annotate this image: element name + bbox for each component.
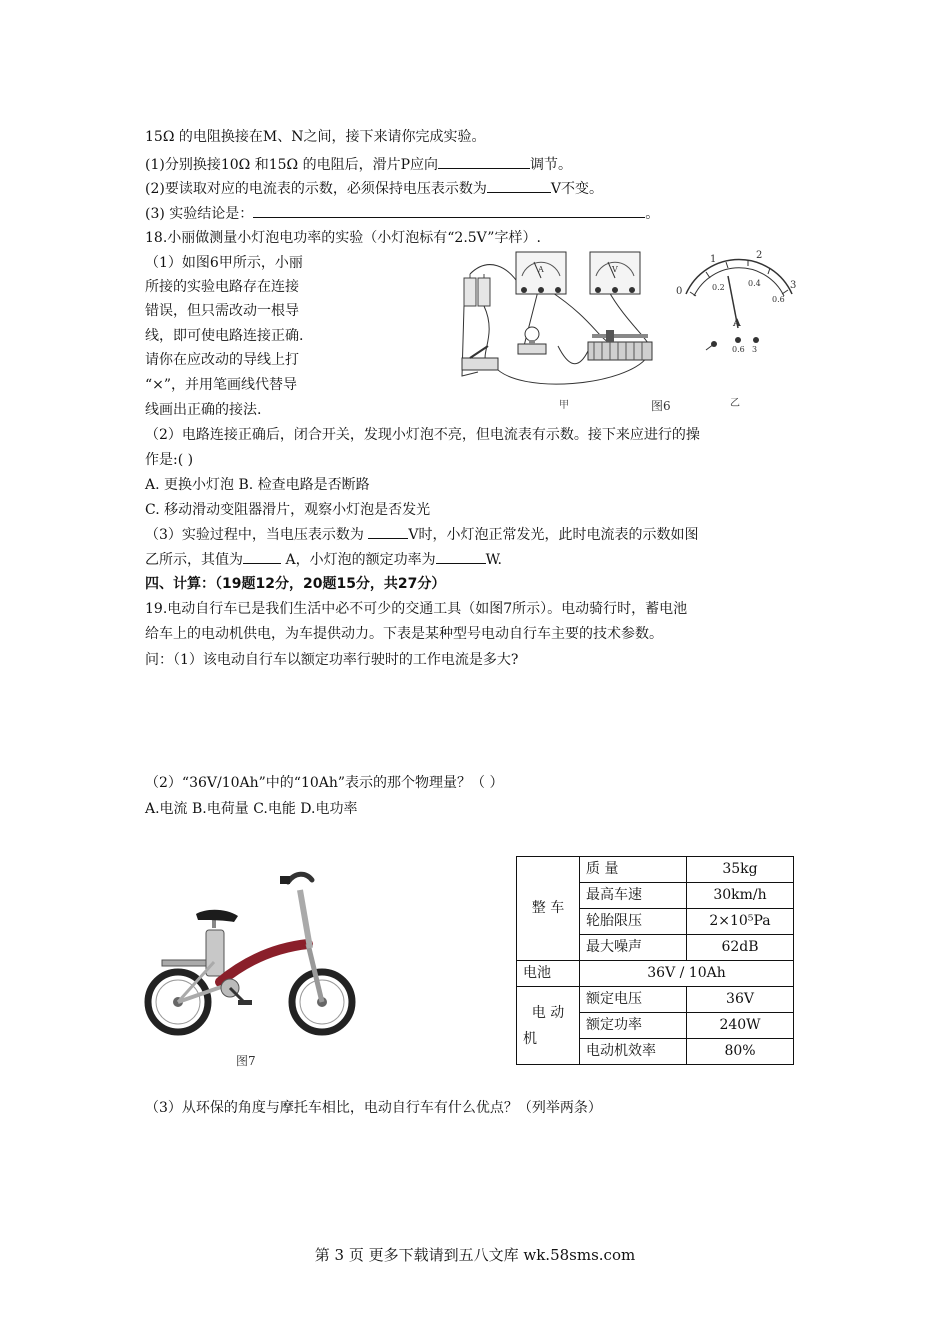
- answer-blank[interactable]: [253, 203, 645, 218]
- dial-tick-label: 3: [790, 280, 797, 291]
- table-cell-value: 240W: [687, 1013, 794, 1039]
- question-18-title: 18.小丽做测量小灯泡电功率的实验（小灯泡标有“2.5V”字样）.: [145, 230, 541, 246]
- q19-line: 19.电动自行车已是我们生活中必不可少的交通工具（如图7所示）。电动骑行时，蓄电池: [145, 601, 688, 617]
- text-line: [145, 203, 659, 224]
- text-segment: (3) 实验结论是：: [145, 206, 254, 222]
- text-segment: （3）实验过程中，当电压表示数为: [145, 527, 364, 543]
- q19-line: 给车上的电动机供电，为车提供动力。下表是某种型号电动自行车主要的技术参数。: [145, 626, 663, 642]
- table-cell-name: 额定电压: [580, 987, 687, 1013]
- text-line: [145, 178, 603, 199]
- table-cell-value: 30km/h: [687, 883, 794, 909]
- text-segment: 调节。: [530, 157, 572, 173]
- q18-option-c: C. 移动滑动变阻器滑片，观察小灯泡是否发光: [145, 502, 431, 518]
- table-group-motor: [517, 987, 580, 1065]
- text-segment: W.: [485, 552, 502, 568]
- q19-part2-options: A.电流 B.电荷量 C.电能 D.电功率: [145, 801, 358, 817]
- text-line: [145, 154, 572, 175]
- dial-subtick-label: 0.4: [748, 279, 761, 288]
- text-segment: 。: [645, 206, 660, 222]
- table-cell-name: 质 量: [580, 857, 687, 883]
- voltmeter-label: V: [612, 265, 618, 274]
- table-cell-value: 80%: [687, 1039, 794, 1065]
- table-cell-name: 轮胎限压: [580, 909, 687, 935]
- table-cell-name: 最高车速: [580, 883, 687, 909]
- dial-subtick-label: 0.2: [712, 283, 725, 292]
- page-footer: 第 3 页 更多下载请到五八文库 wk.58sms.com: [314, 1246, 636, 1264]
- text-segment: (1)分别换接10Ω 和15Ω 的电阻后，滑片P应向: [145, 157, 438, 173]
- q19-part3: （3）从环保的角度与摩托车相比，电动自行车有什么优点？（列举两条）: [145, 1100, 602, 1116]
- text-segment: V不变。: [550, 181, 603, 197]
- table-battery-label: 电池: [517, 961, 580, 987]
- q18-part1-line: 所接的实验电路存在连接: [145, 279, 299, 295]
- answer-blank[interactable]: [243, 549, 281, 564]
- terminal-value: 3: [752, 345, 758, 354]
- q18-part1-line: 错误，但只需改动一根导: [145, 303, 299, 319]
- voltmeter-icon: [590, 252, 640, 294]
- table-group-vehicle: 整 车: [517, 857, 580, 961]
- q18-part1-line: 线画出正确的接法.: [145, 402, 262, 418]
- q19-part1: 问：（1）该电动自行车以额定功率行驶时的工作电流是多大?: [145, 652, 519, 668]
- table-cell-name: 电动机效率: [580, 1039, 687, 1065]
- spec-table: [516, 856, 794, 1065]
- rheostat-icon: [588, 330, 652, 360]
- dial-tick-label: 1: [710, 254, 717, 265]
- table-cell-name: 最大噪声: [580, 935, 687, 961]
- table-cell-value: 35kg: [687, 857, 794, 883]
- table-battery-value: 36V / 10Ah: [580, 961, 794, 987]
- table-cell-value: 62dB: [687, 935, 794, 961]
- ammeter-label: A: [538, 265, 544, 274]
- figure-6-caption: 图6: [651, 399, 671, 413]
- table-group-motor-top: 电 动: [531, 1004, 565, 1021]
- table-cell-value: 36V: [687, 987, 794, 1013]
- answer-blank[interactable]: [436, 549, 486, 564]
- q18-options-ab: A. 更换小灯泡 B. 检查电路是否断路: [145, 477, 370, 493]
- figure-6-circuit: [458, 246, 803, 416]
- q18-part2-line: 作是:( ): [145, 452, 194, 468]
- answer-blank[interactable]: [438, 154, 530, 169]
- figure-jia-label: 甲: [559, 400, 569, 411]
- ammeter-icon: [516, 252, 566, 294]
- text-line: 15Ω 的电阻换接在M、N之间，接下来请你完成实验。: [145, 129, 486, 145]
- q18-part1-line: 线，即可使电路连接正确.: [145, 328, 304, 344]
- text-segment: (2)要读取对应的电流表的示数，必须保持电压表示数为: [145, 181, 487, 197]
- dial-subtick-label: 0.6: [772, 295, 785, 304]
- q19-part2: （2）“36V/10Ah”中的“10Ah”表示的那个物理量？（ ）: [145, 775, 504, 791]
- dial-tick-label: 0: [676, 286, 683, 297]
- q18-part3-line: [145, 549, 502, 570]
- section-4-heading: 四、计算：（19题12分，20题15分，共27分）: [145, 576, 446, 592]
- answer-blank[interactable]: [368, 524, 408, 539]
- answer-blank[interactable]: [487, 178, 551, 193]
- text-segment: V时，小灯泡正常发光，此时电流表的示数如图: [408, 527, 699, 543]
- terminal-value: 0.6: [732, 345, 745, 354]
- text-segment: 乙所示，其值为: [145, 552, 243, 568]
- q18-part2-line: （2）电路连接正确后，闭合开关，发现小灯泡不亮，但电流表有示数。接下来应进行的操: [145, 427, 700, 443]
- table-cell-name: 额定功率: [580, 1013, 687, 1039]
- q18-part3-line: [145, 524, 698, 545]
- text-segment: A，小灯泡的额定功率为: [285, 552, 436, 568]
- figure-7-caption: 图7: [236, 1054, 256, 1068]
- terminal-label: A: [733, 318, 741, 329]
- q18-part1-line: 请你在应改动的导线上打: [145, 352, 299, 368]
- table-cell-value: 2×10⁵Pa: [687, 909, 794, 935]
- figure-yi-label: 乙: [730, 398, 740, 409]
- figure-7-electric-bicycle: [140, 862, 370, 1040]
- q18-part1-line: （1）如图6甲所示，小丽: [145, 255, 303, 271]
- table-group-motor-bottom: 机: [523, 1030, 537, 1047]
- dial-tick-label: 2: [756, 250, 763, 261]
- q18-part1-line: “×”，并用笔画线代替导: [145, 377, 298, 393]
